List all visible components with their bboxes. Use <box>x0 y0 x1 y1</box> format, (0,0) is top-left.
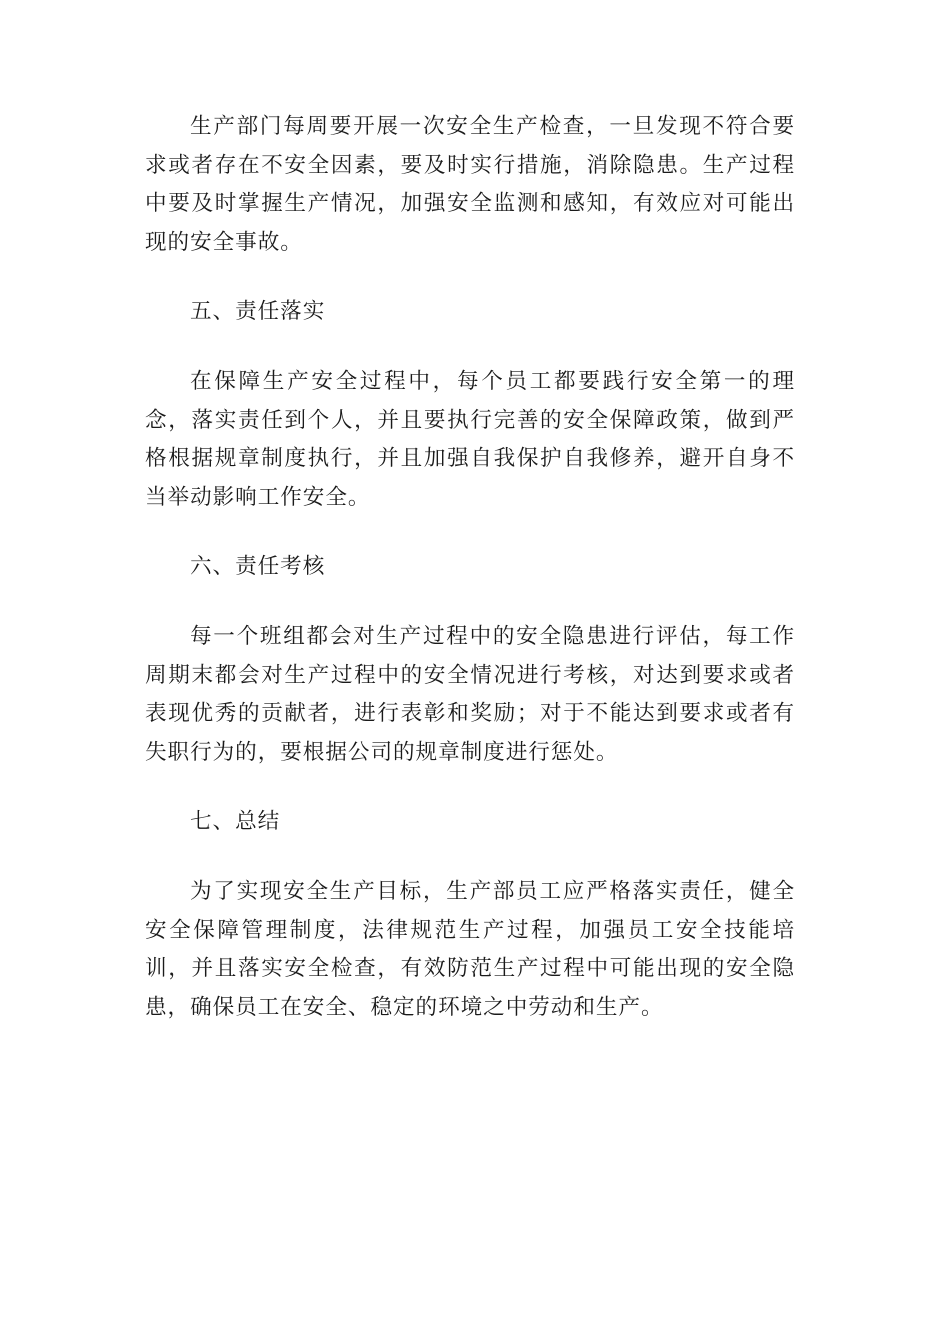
paragraph-summary: 为了实现安全生产目标，生产部员工应严格落实责任，健全安全保障管理制度，法律规范生产过程，加强员工安全技能培训，并且落实安全检查，有效防范生产过程中可能出现的安全隐患，确保员工在安全、稳定的环境之中劳动和生产。 <box>145 878 795 1020</box>
heading-summary: 七、总结 <box>190 809 281 835</box>
paragraph-safety-inspection: 生产部门每周要开展一次安全生产检查，一旦发现不符合要求或者存在不安全因素，要及时实行措施，消除隐患。生产过程中要及时掌握生产情况，加强安全监测和感知，有效应对可能出现的安全事故。 <box>145 114 795 255</box>
paragraph-responsibility-implementation: 在保障生产安全过程中，每个员工都要践行安全第一的理念，落实责任到个人，并且要执行完善的安全保障政策，做到严格根据规章制度执行，并且加强自我保护自我修养，避开自身不当举动影响工作安全。 <box>145 368 795 510</box>
heading-responsibility-assessment: 六、责任考核 <box>190 554 326 580</box>
paragraph-responsibility-assessment: 每一个班组都会对生产过程中的安全隐患进行评估，每工作周期末都会对生产过程中的安全情况进行考核，对达到要求或者表现优秀的贡献者，进行表彰和奖励；对于不能达到要求或者有失职行为的，要根据公司的规章制度进行惩处。 <box>145 623 795 765</box>
heading-responsibility-implementation: 五、责任落实 <box>190 299 326 325</box>
document-body <box>145 108 795 1058</box>
